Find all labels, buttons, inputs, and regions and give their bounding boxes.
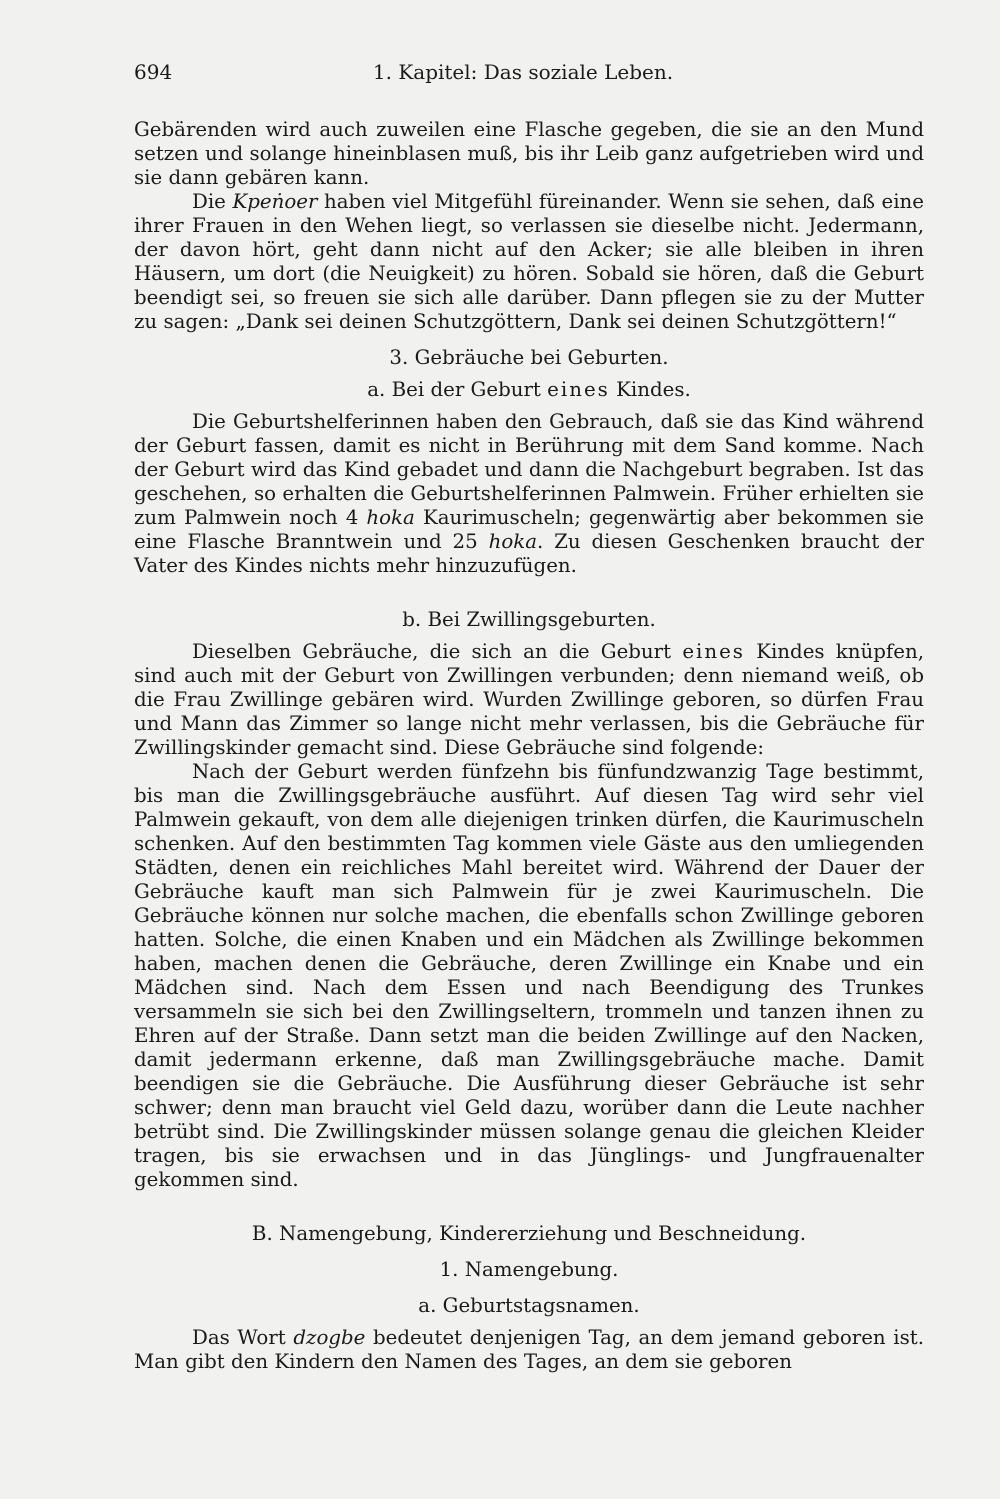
subsection-heading: b. Bei Zwillingsgeburten. bbox=[402, 608, 656, 631]
subsection-heading: a. Bei der Geburt eines Kindes. bbox=[367, 378, 691, 401]
emphasis: hoka bbox=[488, 530, 538, 553]
paragraph: Die Kpeṅoer haben viel Mitgefühl füreinander. Wenn sie sehen, daß eine ihrer Frauen in den Wehen liegt, so verlassen sie dieselbe nicht. Jedermann, der davon hört, geht dann nicht auf den Acker; sie alle bleiben in ihren Häusern, um dort (die Neuigkeit) zu hören. Sobald sie hören, daß die Geburt beendigt sei, so freuen sie sich alle darüber. Dann pflegen sie zu der Mutter zu sagen: „Dank sei deinen Schutzgöttern, Dank sei deinen Schutzgöttern!“ bbox=[134, 190, 924, 333]
emphasis: hoka bbox=[366, 506, 415, 529]
running-head: 1. Kapitel: Das soziale Leben. bbox=[372, 60, 674, 84]
emphasis: Kpeṅoer bbox=[232, 190, 318, 213]
emphasis: dzogbe bbox=[293, 1326, 366, 1349]
paragraph: Gebärenden wird auch zuweilen eine Flasche gegeben, die sie an den Mund setzen und solange hineinblasen muß, bis ihr Leib ganz aufgetrieben wird und sie dann gebären kann. bbox=[134, 118, 924, 189]
page-number: 694 bbox=[134, 60, 173, 84]
paragraph: Nach der Geburt werden fünfzehn bis fünfundzwanzig Tage bestimmt, bis man die Zwillingsgebräuche ausführt. Auf diesen Tag wird sehr viel Palmwein gekauft, von dem alle diejenigen trinken dürfen, die Kaurimuscheln schenken. Auf den bestimmten Tag kommen viele Gäste aus den umliegenden Städten, denen ein reichliches Mahl bereitet wird. Während der Dauer der Gebräuche kauft man sich Palmwein für je zwei Kaurimuscheln. Die Gebräuche können nur solche machen, die ebenfalls schon Zwillinge geboren hatten. Solche, die einen Knaben und ein Mädchen als Zwillinge bekommen haben, machen denen die Gebräuche, deren Zwillinge ein Knabe und ein Mädchen sind. Nach dem Essen und nach Beendigung des Trunkes versammeln sie sich bei den Zwillingseltern, trommeln und tanzen ihnen zu Ehren auf der Straße. Dann setzt man die beiden Zwillinge auf den Nacken, damit jedermann erkenne, daß man Zwillingsgebräuche mache. Damit beendigen sie die Gebräuche. Die Ausführung dieser Gebräuche ist sehr schwer; denn man braucht viel Geld dazu, worüber dann die Leute nachher betrübt sind. Die Zwillingskinder müssen solange genau die gleichen Kleider tragen, bis sie erwachsen und in das Jünglings- und Jungfrauenalter gekommen sind. bbox=[134, 760, 924, 1191]
subsection-heading: a. Geburtstagsnamen. bbox=[418, 1294, 640, 1317]
paragraph: Die Geburtshelferinnen haben den Gebrauch, daß sie das Kind während der Geburt fassen, damit es nicht in Berührung mit dem Sand komme. Nach der Geburt wird das Kind gebadet und dann die Nachgeburt begraben. Ist das geschehen, so erhalten die Geburtshelferinnen Palmwein. Früher erhielten sie zum Palmwein noch 4 hoka Kaurimuscheln; gegenwärtig aber bekommen sie eine Flasche Branntwein und 25 hoka. Zu diesen Geschenken braucht der Vater des Kindes nichts mehr hinzuzufügen. bbox=[134, 410, 925, 577]
section-heading: 3. Gebräuche bei Geburten. bbox=[389, 346, 669, 369]
paragraph: Das Wort dzogbe bedeutet denjenigen Tag, an dem jemand geboren ist. Man gibt den Kindern den Namen des Tages, an dem sie geboren bbox=[134, 1326, 924, 1373]
body-text bbox=[134, 118, 924, 1374]
chapter-section-heading: B. Namengebung, Kindererziehung und Beschneidung. bbox=[251, 1222, 807, 1245]
page-header bbox=[134, 60, 912, 90]
section-heading: 1. Namengebung. bbox=[439, 1258, 619, 1281]
paragraph: Dieselben Gebräuche, die sich an die Geburt eines Kindes knüpfen, sind auch mit der Geburt von Zwillingen verbunden; denn niemand weiß, ob die Frau Zwillinge gebären wird. Wurden Zwillinge geboren, so dürfen Frau und Mann das Zimmer so lange nicht mehr verlassen, bis die Gebräuche für Zwillingskinder gemacht sind. Diese Gebräuche sind folgende: bbox=[134, 640, 924, 759]
